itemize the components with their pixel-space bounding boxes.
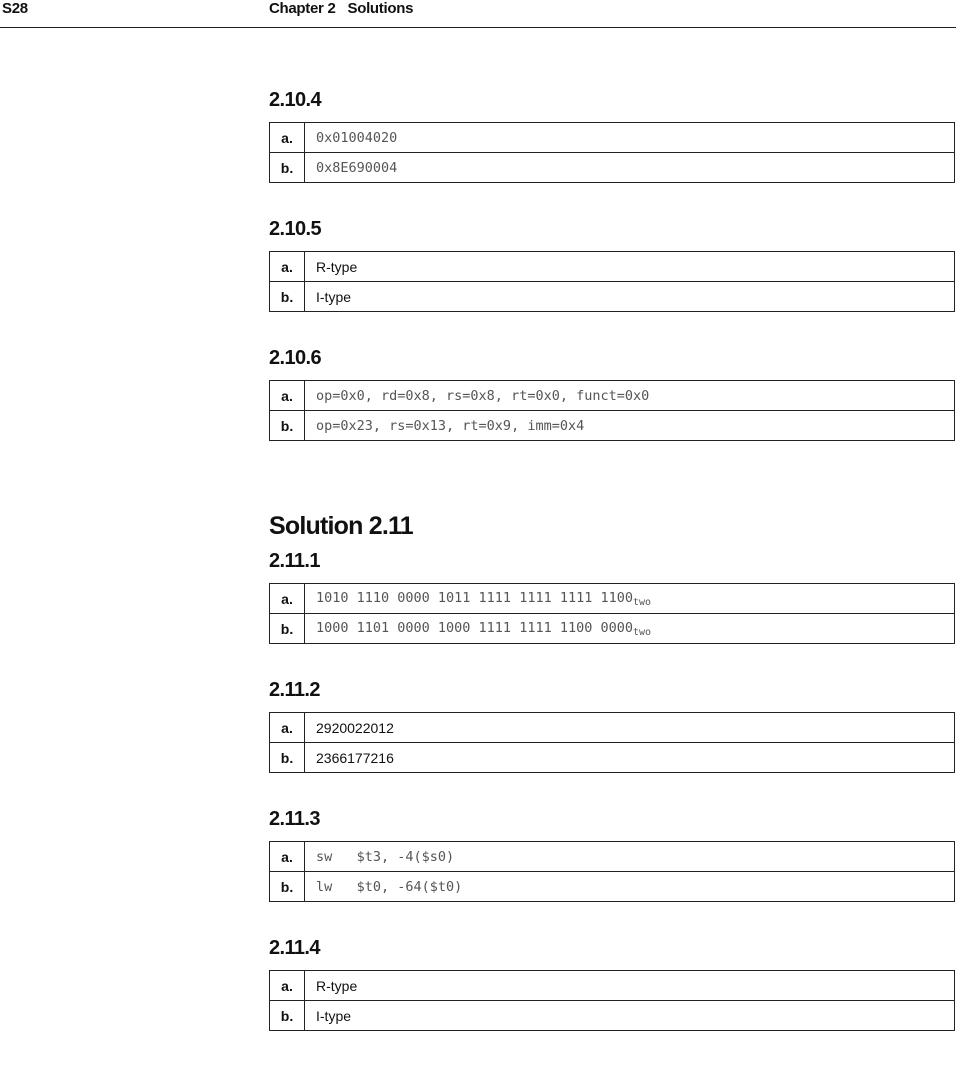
table-row xyxy=(270,123,955,153)
page-content xyxy=(269,88,956,1065)
row-label: b. xyxy=(270,614,305,644)
row-value: 1010 1110 0000 1011 1111 1111 1111 1100 xyxy=(316,589,633,606)
row-label: a. xyxy=(270,381,305,411)
row-value: op=0x0, rd=0x8, rs=0x8, rt=0x0, funct=0x0 xyxy=(305,381,955,411)
row-value: 2366177216 xyxy=(305,743,955,773)
row-label: b. xyxy=(270,153,305,183)
table-row xyxy=(270,584,955,614)
section-2-10-6 xyxy=(269,346,956,441)
base-subscript: two xyxy=(632,626,652,638)
answer-table xyxy=(269,380,955,441)
page-number: S28 xyxy=(2,0,28,17)
page-header xyxy=(0,0,956,28)
table-row xyxy=(270,713,955,743)
row-label: a. xyxy=(270,123,305,153)
chapter-label: Chapter 2 xyxy=(269,0,336,17)
row-value: 0x8E690004 xyxy=(305,153,955,183)
row-label: a. xyxy=(270,252,305,282)
row-label: b. xyxy=(270,282,305,312)
section-title: 2.10.4 xyxy=(269,89,322,111)
running-head xyxy=(269,0,413,17)
table-row xyxy=(270,872,955,902)
section-title: 2.11.3 xyxy=(269,808,320,830)
section-2-11-3 xyxy=(269,807,956,902)
table-row xyxy=(270,971,955,1001)
table-row xyxy=(270,743,955,773)
section-2-11-2 xyxy=(269,678,956,773)
answer-table xyxy=(269,251,955,312)
row-label: a. xyxy=(270,971,305,1001)
row-label: a. xyxy=(270,713,305,743)
spacer xyxy=(269,475,956,511)
table-row xyxy=(270,1001,955,1031)
section-2-10-4 xyxy=(269,88,956,183)
table-row xyxy=(270,411,955,441)
row-value: I-type xyxy=(305,1001,955,1031)
answer-table xyxy=(269,970,955,1031)
answer-table xyxy=(269,122,955,183)
answer-table xyxy=(269,583,955,644)
row-value-cell xyxy=(305,584,955,614)
base-subscript: two xyxy=(632,596,652,608)
table-row xyxy=(270,614,955,644)
table-row xyxy=(270,842,955,872)
solution-title: Solution 2.11 xyxy=(269,512,413,540)
row-value: R-type xyxy=(305,971,955,1001)
section-title: 2.10.5 xyxy=(269,218,322,240)
section-title: 2.11.1 xyxy=(269,550,320,572)
row-label: b. xyxy=(270,743,305,773)
row-value: 2920022012 xyxy=(305,713,955,743)
answer-table xyxy=(269,712,955,773)
section-2-10-5 xyxy=(269,217,956,312)
section-title: 2.11.2 xyxy=(269,679,320,701)
row-value: lw $t0, -64($t0) xyxy=(305,872,955,902)
row-label: b. xyxy=(270,872,305,902)
row-label: b. xyxy=(270,1001,305,1031)
row-value: op=0x23, rs=0x13, rt=0x9, imm=0x4 xyxy=(305,411,955,441)
row-value: sw $t3, -4($s0) xyxy=(305,842,955,872)
table-row xyxy=(270,153,955,183)
section-2-11-1 xyxy=(269,549,956,644)
row-value: R-type xyxy=(305,252,955,282)
row-value: I-type xyxy=(305,282,955,312)
table-row xyxy=(270,381,955,411)
section-title: 2.11.4 xyxy=(269,937,320,959)
row-value-cell xyxy=(305,614,955,644)
section-title: 2.10.6 xyxy=(269,347,322,369)
row-value: 1000 1101 0000 1000 1111 1111 1100 0000 xyxy=(316,619,633,636)
row-value: 0x01004020 xyxy=(305,123,955,153)
answer-table xyxy=(269,841,955,902)
row-label: b. xyxy=(270,411,305,441)
table-row xyxy=(270,252,955,282)
section-2-11-4 xyxy=(269,936,956,1031)
row-label: a. xyxy=(270,584,305,614)
row-label: a. xyxy=(270,842,305,872)
section-label: Solutions xyxy=(347,0,414,17)
table-row xyxy=(270,282,955,312)
